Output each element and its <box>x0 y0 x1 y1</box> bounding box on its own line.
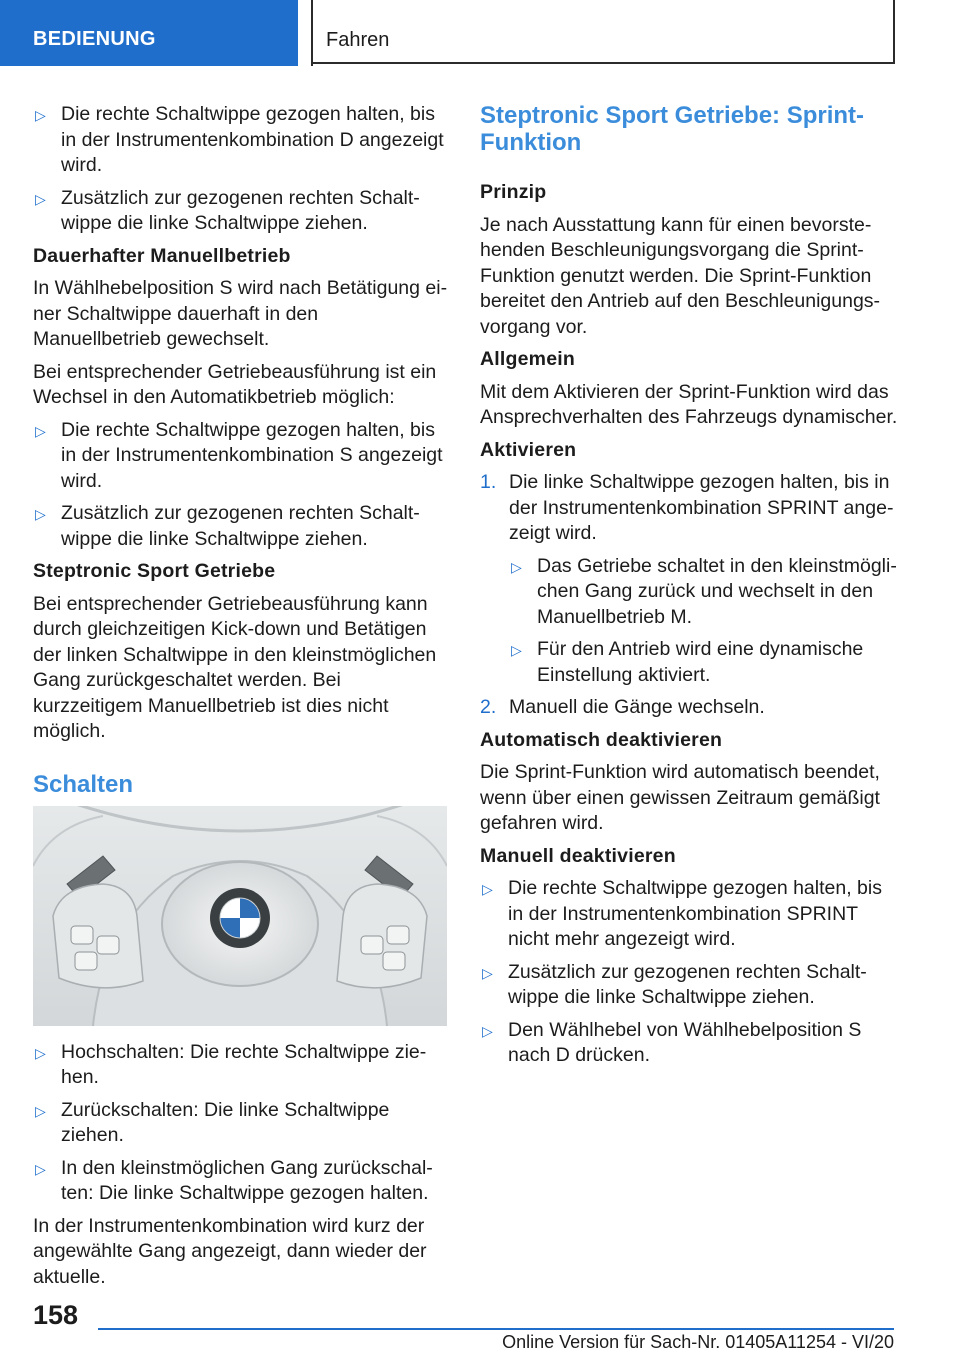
list-item: ▷ Zusätzlich zur gezogenen rechten Schaltwippe die linke Schaltwippe ziehen. <box>35 502 420 550</box>
triangle-bullet-icon: ▷ <box>511 642 522 658</box>
right-column <box>480 102 898 1076</box>
steering-wheel-illustration <box>33 806 447 1026</box>
subheading: Manuell deaktivieren <box>480 844 676 867</box>
list-item: ▷ Die rechte Schaltwippe gezogen halten, bis in der Instrumentenkombination SPRINT nicht mehr angezeigt wird. <box>482 877 882 950</box>
subheading: Allgemein <box>480 348 575 370</box>
subheading: Dauerhafter Manuellbetrieb <box>33 244 291 267</box>
subheading: Prinzip <box>480 181 547 203</box>
left-column <box>33 102 451 1297</box>
triangle-bullet-icon: ▷ <box>35 107 46 123</box>
bullet-list <box>33 1040 451 1207</box>
list-item: 1. Die linke Schaltwippe gezogen halten, bis in der Instrumentenkombination SPRINT angezeigt wird. ▷ Das Getriebe schaltet in den kleinstmöglichen Gang zurück und wechselt in den Manuellbetrieb M. ▷ Für den Antrieb wird eine dynamische Einstellung aktiviert. <box>480 470 898 688</box>
paragraph: In der Instrumentenkombination wird kurz der angewählte Gang angezeigt, dann wieder der aktuelle. <box>33 1214 427 1288</box>
subheading: Automatisch deaktivieren <box>480 728 723 751</box>
list-item: ▷ Zusätzlich zur gezogenen rechten Schaltwippe die linke Schaltwippe ziehen. <box>35 186 420 234</box>
sub-bullet-list <box>509 554 898 689</box>
paragraph: Die Sprint-Funktion wird automatisch beendet, wenn über einen gewissen Zeitraum gemäßigt gefahren wird. <box>480 761 880 834</box>
triangle-bullet-icon: ▷ <box>35 506 46 522</box>
list-item: ▷ Das Getriebe schaltet in den kleinstmöglichen Gang zurück und wechselt in den Manuellbetrieb M. <box>511 554 897 628</box>
triangle-bullet-icon: ▷ <box>35 1044 46 1061</box>
paragraph: Bei entsprechender Getriebeausführung kann durch gleichzeitigen Kick-down und Betätigen der linken Schaltwippe in den kleinstmöglichen Gang zurückgeschaltet werden. Bei kurzzeitigem Manuellbetrieb ist dies nicht möglich. <box>33 592 437 742</box>
list-item: ▷ Zusätzlich zur gezogenen rechten Schaltwippe die linke Schaltwippe ziehen. <box>482 960 867 1008</box>
paragraph: In Wählhebelposition S wird nach Betätigung einer Schaltwippe dauerhaft in den Manuellbetrieb gewechselt. <box>33 277 448 350</box>
section-title: Steptronic Sport Getriebe: Sprint-Funktion <box>480 102 865 156</box>
numbered-list <box>480 470 898 721</box>
list-item: ▷ Für den Antrieb wird eine dynamische Einstellung aktiviert. <box>511 638 864 686</box>
triangle-bullet-icon: ▷ <box>35 1160 46 1177</box>
subheading: Steptronic Sport Getriebe <box>33 560 276 582</box>
paragraph: Je nach Ausstattung kann für einen bevorstehenden Beschleunigungsvorgang die Sprint-Funktion genutzt werden. Die Sprint-Funktion bereitet den Antrieb auf den Beschleunigungsvorgang vor. <box>480 213 881 338</box>
list-item: ▷ Hochschalten: Die rechte Schaltwippe ziehen. <box>35 1040 427 1088</box>
triangle-bullet-icon: ▷ <box>482 964 493 981</box>
page-number: 158 <box>33 1300 79 1330</box>
step-number: 1. <box>480 471 497 493</box>
list-item: 2. Manuell die Gänge wechseln. <box>480 695 898 721</box>
step-number: 2. <box>480 696 497 718</box>
list-item: ▷ Den Wählhebel von Wählhebelposition S nach D drücken. <box>482 1018 862 1066</box>
triangle-bullet-icon: ▷ <box>35 190 46 207</box>
triangle-bullet-icon: ▷ <box>35 1102 46 1119</box>
bullet-list <box>33 102 451 237</box>
triangle-bullet-icon: ▷ <box>35 422 46 439</box>
list-item: ▷ Die rechte Schaltwippe gezogen halten, bis in der Instrumentenkombination S angezeigt wird. <box>35 418 443 492</box>
page-header <box>0 0 960 66</box>
triangle-bullet-icon: ▷ <box>482 881 493 897</box>
paragraph: Bei entsprechender Getriebeausführung ist ein Wechsel in den Automatikbetrieb möglich: <box>33 360 437 408</box>
list-item: ▷ Zurückschalten: Die linke Schaltwippe ziehen. <box>35 1098 390 1146</box>
list-item: ▷ In den kleinstmöglichen Gang zurückschalten: Die linke Schaltwippe gezogen halten. <box>35 1156 433 1204</box>
footer-version: Online Version für Sach-Nr. 01405A11254 - VI/20 <box>502 1332 894 1352</box>
paragraph: Mit dem Aktivieren der Sprint-Funktion wird das Ansprechverhalten des Fahrzeugs dynamischer. <box>480 380 898 428</box>
list-item: ▷ Die rechte Schaltwippe gezogen halten, bis in der Instrumentenkombination D angezeigt wird. <box>35 103 444 176</box>
bullet-list <box>33 418 451 553</box>
section-title: Schalten <box>33 770 134 798</box>
footer-divider <box>98 1328 894 1330</box>
section-tab: BEDIENUNG <box>0 0 298 66</box>
subheading: Aktivieren <box>480 438 577 461</box>
triangle-bullet-icon: ▷ <box>511 558 522 575</box>
triangle-bullet-icon: ▷ <box>482 1022 493 1039</box>
chapter-title: Fahren <box>311 0 895 64</box>
bullet-list <box>480 876 898 1069</box>
